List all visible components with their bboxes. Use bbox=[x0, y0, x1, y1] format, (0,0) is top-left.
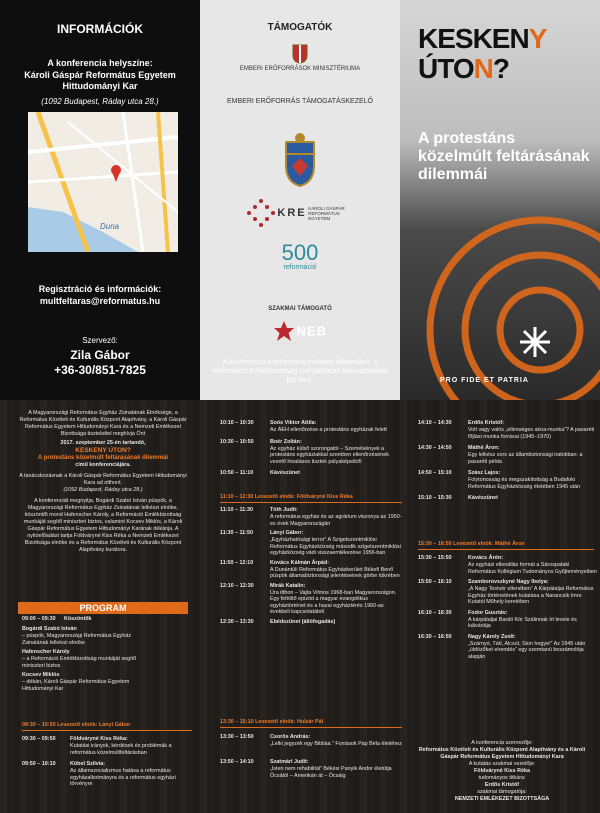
program-item-time: 16:30 – 16:50 bbox=[418, 633, 452, 640]
program-item-title: Boér Zoltán: bbox=[270, 438, 302, 445]
support-manager-logo bbox=[200, 98, 400, 105]
crest-icon bbox=[292, 42, 308, 64]
program-item-time: 16:10 – 16:30 bbox=[418, 609, 452, 616]
program-section bbox=[0, 400, 600, 813]
program-item-time: 11:30 – 11:50 bbox=[220, 530, 253, 536]
program-item-desc: Egy lelkész sors az állambiztonsági iratokban: a pasaréti példa bbox=[468, 452, 583, 465]
program-item-title: Bogárdi Szabó István bbox=[22, 626, 77, 632]
intro-paragraph-2: A konferenciát megnyitja, Bogárdi Szabó István püspök, a Magyarországi Református Egyház Zsinatának lelkészi elnöke, köszöntőt mond Hafenscher Károly, a Reformáció Emlékbizottság munkáját segítő miniszteri biztos, valamint Kocsev Miklós, a Károli Gáspár Református Egyetem Hittudományi Karának dékánja. A nyitóelőadást tartja Földváryné Kiss Réka a Nemzeti Emlékezet Bizottsága elnöke és a Református Közéleti és Kulturális Központ Alapítvány kurátora. bbox=[23, 498, 183, 553]
program-item-title: Kovács Kálmán Árpád: bbox=[270, 559, 330, 566]
organizer-label: Szervező: bbox=[82, 336, 118, 345]
session-divider bbox=[22, 730, 192, 731]
neb-text: NEMZETI EMLÉKEZET BIZOTTSÁGA bbox=[269, 342, 331, 346]
kre-diamond-icon bbox=[246, 198, 276, 228]
program-item-desc: „A Nagy Testvér ellenében” A Kárpátaljai Református Egyház történetének kutatása a Narancsik Imre Kutatói Műhely keretében bbox=[468, 586, 594, 605]
program-item-time: 09:30 – 09:50 bbox=[22, 736, 56, 742]
location-label: A konferencia helyszíne: bbox=[47, 58, 153, 68]
program-item-title: Kocsev Miklós bbox=[22, 672, 60, 678]
program-item-desc: A református egyház és az agrárium viszonya az 1950-es évek Magyarországán bbox=[270, 514, 402, 527]
program-item-time: 10:50 – 11:10 bbox=[220, 470, 254, 476]
intro-date: 2017. szeptember 25-én tartandó, bbox=[60, 440, 146, 446]
intro-paragraph-1: A Magyarországi Református Egyház Zsinatának Elnöksége, a Református Közéleti és Kulturális Központ Alapítvány, a Károli Gáspár Református Egyetem Hittudományi Kara és a Nemzeti Emlékezet Bizottsága tisztelettel meghívja Önt bbox=[19, 410, 187, 437]
program-item-title: Hafenscher Károly bbox=[22, 649, 70, 655]
program-item-title: Kovács Árón: bbox=[468, 555, 504, 561]
footer-secretary: Erdős Kristóf bbox=[484, 782, 520, 788]
footer-support-label: szakmai támogatója: bbox=[477, 789, 527, 795]
neb-star-icon bbox=[273, 320, 295, 342]
program-item-desc: Az egyház külső szorongatói – Személvények a protestáns egyháziakkal szemben ellenőrzésének vezető hivatásos tisztek pályaképeiből bbox=[270, 445, 389, 465]
program-item-desc: A Dunántúli Református Egyházkerület Békefi Benő püspök államabiztonsági jelentéseinek görbe tükrében bbox=[270, 566, 400, 579]
motto: PRO FIDE ET PATRIA bbox=[440, 377, 529, 384]
title-line2-a: ÚTO bbox=[418, 53, 474, 84]
footer-lead: Földváryné Kiss Réka bbox=[473, 768, 531, 774]
program-item-title: Erdős Kristóf: bbox=[468, 420, 504, 426]
program-item-desc: Kutatási irányok, kérdések és problémák a református közelmúltfeltárásban bbox=[70, 743, 172, 756]
session-chair: 09:30 – 10:50 Levezető elnök: Lányi Gábor bbox=[22, 722, 131, 728]
footer-support: NEMZETI EMLÉKEZET BIZOTTSÁGA bbox=[454, 796, 550, 802]
program-item-time: 10:30 – 10:50 bbox=[220, 438, 254, 445]
program-item-desc: – püspök, Magyarországi Református Egyház Zsinatának lelkészi elnöke bbox=[22, 633, 132, 646]
program-item-title: Szász Lajos: bbox=[468, 470, 501, 476]
professional-support-label: SZAKMAI TÁMOGATÓ bbox=[268, 306, 332, 312]
registration-email[interactable]: multfeltaras@reformatus.hu bbox=[39, 296, 161, 306]
program-item-desc: Volt vagy valós „ellenséges akna-munka”? A pasaréti főjlási munka forrásai (1945–1970) bbox=[468, 427, 595, 440]
reformation-500-text: reformáció bbox=[283, 264, 317, 271]
title-line2-c: ? bbox=[492, 53, 509, 84]
intro-conf-suffix: című konferenciájára. bbox=[75, 462, 131, 468]
session-chair: 15:30 – 16:50 Levezető elnök: Máthé Áron bbox=[418, 541, 525, 547]
title-panel bbox=[400, 0, 600, 400]
info-panel bbox=[0, 0, 200, 400]
program-item-time: 12:30 – 13:30 bbox=[220, 618, 254, 625]
program-item-time: 15:10 – 15:30 bbox=[418, 495, 452, 501]
program-item-title: Lányi Gábor: bbox=[270, 530, 304, 536]
program-item-title: Szamborovszkyné Nagy Ibolya: bbox=[468, 579, 549, 585]
sponsor-note: A konferencia a reformáció emlékév alkalmából, a Reformáció Emlékbizottság civil pályázati támogatásával jött létre. bbox=[212, 359, 388, 384]
ministry-logo bbox=[200, 42, 400, 72]
program-item-time: 09:00 – 09:30 bbox=[22, 616, 56, 622]
program-item-title: Szatmári Judit: bbox=[270, 759, 309, 765]
program-item-desc: Úra itthon – Vajta Vilmos 1968-ban Magyarországon. Egy feltöltő epizód a magyar evangélikus egyháztörténet és a hazai egyháztérés 1960-as évekbeli kapcsolatából bbox=[270, 589, 397, 615]
session-chair: 13:30 – 15:10 Levezető elnök: Hulzár Pál bbox=[220, 719, 324, 725]
kre-abbr: KRE bbox=[277, 207, 307, 219]
reformation-500-number: 500 bbox=[281, 240, 319, 265]
organizer-name: Zila Gábor bbox=[70, 348, 130, 362]
session-divider bbox=[220, 502, 402, 503]
intro-venue: A tanácskozásnak a Károli Gáspár Református Egyetem Hittudományi Kara ad otthont. bbox=[19, 473, 187, 486]
program-item-title: Köszöntők bbox=[64, 616, 92, 622]
footer-credits bbox=[412, 740, 592, 803]
program-item-desc: „Egyházhatósági terror” A Szigetszentmiklósi Református Egyházközség második szigetszentmiklósi egyházközség vádi visszaemlékezése 1956-ban bbox=[270, 537, 401, 556]
sponsor-panel bbox=[200, 0, 400, 400]
title-line2-b: N bbox=[473, 53, 493, 84]
program-item-time: 13:30 – 13:50 bbox=[220, 734, 254, 740]
program-heading: PROGRAM bbox=[18, 602, 188, 614]
program-item-title: Köbel Szilvia: bbox=[70, 761, 106, 767]
program-item-time: 15:50 – 16:10 bbox=[418, 579, 452, 585]
program-item-desc: Az ÁEH ellenőrzése a protestáns egyházak felett bbox=[270, 427, 387, 433]
registration-label: Regisztráció és információk: bbox=[38, 284, 162, 294]
program-item-time: 14:30 – 14:50 bbox=[418, 445, 452, 451]
neb-abbr: NEB bbox=[296, 323, 328, 339]
program-item-time: 11:50 – 12:10 bbox=[220, 559, 254, 566]
sponsors-heading: TÁMOGATÓK bbox=[267, 22, 333, 33]
program-item-desc: „Lelki jegyzék egy Bibliáa.” Források Pap Béla életéhez bbox=[270, 741, 402, 747]
title-line1-b: Y bbox=[528, 23, 547, 54]
program-item-title: Csorös András: bbox=[270, 734, 311, 740]
program-item-title: Földváryné Kiss Réka: bbox=[70, 736, 128, 742]
program-item-desc: Az államszocializmus hatása a református egyházalkotmányra és a református egyházi törvényre bbox=[70, 768, 176, 787]
footer-lead-label: A kutatás szakmai vezetője: bbox=[468, 761, 536, 767]
neb-logo bbox=[200, 320, 400, 346]
program-item-time: 12:10 – 12:30 bbox=[220, 582, 254, 589]
map-drawing bbox=[28, 112, 178, 252]
program-item-time: 14:50 – 15:10 bbox=[418, 470, 452, 476]
program-item-desc: – dékán, Károli Gáspár Református Egyetem Hittudományi Kar bbox=[22, 679, 130, 692]
session-divider bbox=[418, 549, 594, 550]
program-item-title: Máthé Áron: bbox=[468, 445, 500, 451]
program-item-title: Ebédszünet (állófogadás) bbox=[270, 618, 336, 625]
program-item-desc: – a Reformáció Emlékbizottság munkáját segítő miniszteri biztos bbox=[22, 656, 137, 669]
program-item-title: Kávészünet bbox=[270, 470, 300, 476]
program-item-desc: „Szárnyó, Tátí, Alcsút, Sion hegye!” Az 1945 után „üldözőket elrendés” egy szemtanú beszámolója alapján bbox=[468, 640, 586, 660]
program-item-title: Nagy Károly Zsolt: bbox=[468, 633, 516, 640]
program-item-desc: „Isten nem rehabilitál” Békési Panyik Andor életútja Öcsától – Amerikán át – Öcsáig bbox=[270, 766, 392, 779]
session-chair: 11:10 – 12:30 Levezető elnök: Földváryné Kiss Réka bbox=[220, 494, 353, 500]
kre-logo bbox=[200, 198, 400, 228]
church-crest-logo bbox=[200, 130, 400, 190]
info-heading: INFORMÁCIÓK bbox=[57, 22, 143, 36]
intro-conf-title-2: A protestáns közelmúlt feltárásának dilemmái bbox=[37, 455, 169, 461]
footer-secretary-label: tudományos titkára: bbox=[478, 775, 526, 781]
program-item-title: Fodor Gusztáv: bbox=[468, 609, 508, 616]
program-item-title: Soós Viktor Attila: bbox=[270, 420, 317, 426]
footer-organizer-label: A konferencia szervezője: bbox=[471, 740, 533, 746]
kre-text: KÁROLI GÁSPÁR REFORMÁTUS EGYETEM bbox=[308, 205, 345, 221]
program-item-desc: A kárpátaljai Baráti Kör Szálinnak írt levele és kálváriája bbox=[468, 616, 577, 629]
location-name: Károli Gáspár Református Egyetem Hittudományi Kar bbox=[24, 70, 176, 91]
program-item-title: Mirák Katalin: bbox=[270, 582, 306, 589]
program-item-time: 10:10 – 10:30 bbox=[220, 420, 254, 426]
event-subtitle: A protestáns közelmúlt feltárásának dilemmái bbox=[418, 130, 590, 183]
program-item-time: 09:50 – 10:10 bbox=[22, 761, 56, 767]
program-item-time: 13:50 – 14:10 bbox=[220, 759, 254, 765]
program-item-time: 15:30 – 15:50 bbox=[418, 555, 452, 561]
intro-conf-title-1: KESKENY ÚTON? bbox=[75, 447, 131, 454]
location-map bbox=[28, 112, 178, 252]
intro-column bbox=[18, 410, 188, 554]
session-divider bbox=[220, 727, 402, 728]
reformed-emblem-icon bbox=[518, 325, 552, 359]
program-item-title: Tóth Judit: bbox=[270, 507, 298, 513]
map-river-label: Duna bbox=[100, 222, 120, 231]
program-item-desc: Folytonosság és megszakítottság a Budafoki Református Egyházközség életében 1945 után bbox=[468, 477, 581, 490]
title-line1-a: KESKEN bbox=[418, 23, 529, 54]
program-item-desc: Az egyházi ellenállás formái a Sárospataki Református Kollégium Tudományos Gyűjteményeiben bbox=[468, 562, 597, 575]
event-title bbox=[418, 24, 598, 84]
program-item-time: 14:10 – 14:30 bbox=[418, 420, 452, 426]
location-address: (1092 Budapest, Ráday utca 28.) bbox=[41, 97, 159, 106]
support-manager-text: EMBERI ERŐFORRÁS TÁMOGATÁSKEZELŐ bbox=[227, 98, 373, 105]
footer-organizer: Református Közéleti és Kulturális Központ Alapítvány és a Károli Gáspár Református Egyetem Hittudományi Kara bbox=[418, 747, 586, 760]
reformation-500-logo bbox=[200, 242, 400, 271]
ministry-logo-text: EMBERI ERŐFORRÁSOK MINISZTÉRIUMA bbox=[239, 66, 361, 72]
intro-venue-address: (1092 Budapest, Ráday utca 28.) bbox=[63, 487, 143, 493]
organizer-phone: +36-30/851-7825 bbox=[54, 363, 146, 377]
program-item-title: Kávészünet bbox=[468, 495, 498, 501]
program-item-time: 11:10 – 11:30 bbox=[220, 507, 253, 513]
church-crest-icon bbox=[278, 130, 322, 188]
